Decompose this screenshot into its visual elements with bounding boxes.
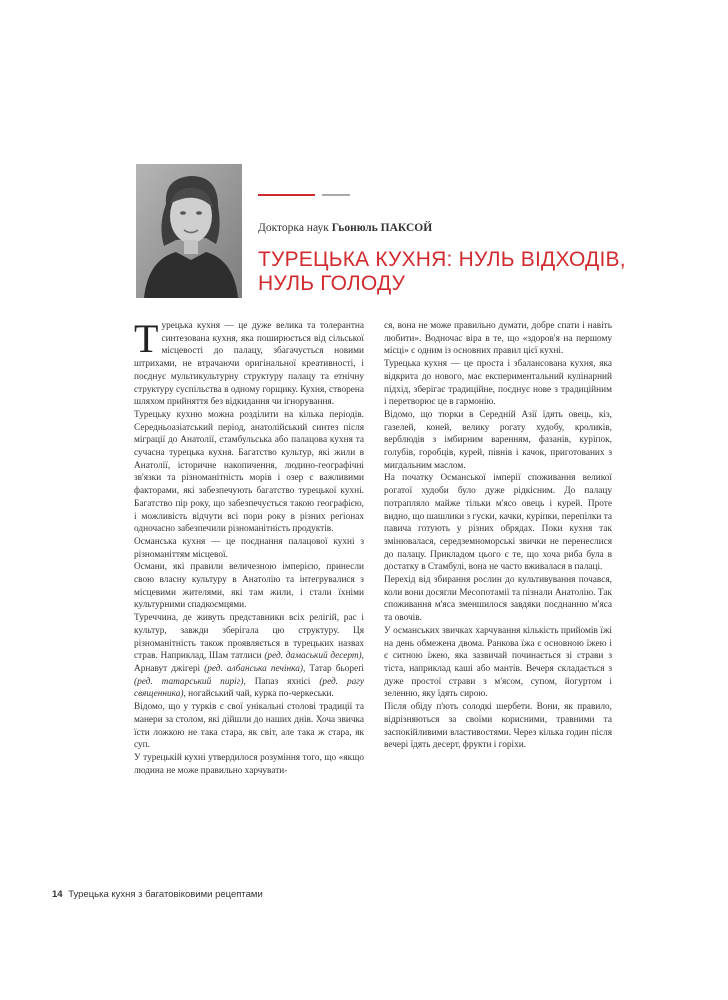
- paragraph: ся, вона не може правильно думати, добре спати і навіть любити». Водночас віра в те, що «здоров'я на першому місці» є одним із основних правил цієї кухні.: [384, 321, 612, 357]
- paragraph: У турецькій кухні утвердилося розуміння того, що «якщо людина не може правильно харчувати-: [134, 752, 364, 776]
- paragraph: Османська кухня — це поєднання палацової кухні з різноманіттям місцевої.: [134, 536, 364, 560]
- paragraph: Турецька кухня — це проста і збалансована кухня, яка відкрита до нового, має експериментальний кулінарний підхід, зберігає традиційне, поєднує нове з традиційним і перетворює це в гармонію.: [384, 359, 612, 408]
- author-prefix: Докторка наук: [258, 222, 329, 234]
- page-number: 14: [52, 889, 63, 900]
- paragraph: [134, 316, 364, 409]
- right-column: [384, 320, 612, 752]
- left-column: [134, 316, 365, 777]
- drop-cap: Т: [134, 316, 159, 361]
- paragraph-text: Туреччина, де живуть представники всіх релігій, рас і культур, завжди зберігала цю структуру. Ця різноманітність також проявляється в турецьких назвах страв. Наприклад, Шам татлиси: [134, 613, 364, 662]
- paragraph: На початку Османської імперії споживання великої рогатої худоби було дуже рідкісним. До палацу потрапляло майже тільки м'ясо овець і курей. Проте видно, що шашлики з гуски, качки, куріпки, перепілки та павича готують у різних обрядах. Поки кухня так змінювалася, середземноморські звички не перенеслися до палацу. Прикладом цього є те, що хоча риба була в достатку в Стамбулі, вона не часто вживалася в палаці.: [384, 473, 612, 573]
- page-footer: [52, 889, 263, 900]
- dish-translation: (ред. татарський пиріг): [134, 676, 244, 687]
- paragraph: Перехід від збирання рослин до культивування почався, коли вони досягли Месопотамії та пізнали Анатолію. Так споживання м'яса зменшилося завдяки поєднанню м'яса та овочів.: [384, 575, 612, 624]
- article-title: [258, 248, 626, 296]
- author-photo: [136, 164, 242, 298]
- title-line-1: ТУРЕЦЬКА КУХНЯ: НУЛЬ ВІДХОДІВ,: [258, 248, 626, 271]
- paragraph-text: , Арнавут джігері: [134, 651, 364, 674]
- accent-rule-red: [258, 194, 315, 196]
- paragraph-text: , Папаз яхнісі: [243, 676, 320, 687]
- title-line-2: НУЛЬ ГОЛОДУ: [258, 272, 406, 295]
- paragraph: Після обіду п'ють солодкі шербети. Вони, як правило, відрізняються за своїми корисними, травними та заспокійливими властивостями. Через кілька годин після вечері їдять десерт, фрукти і горіхи.: [384, 702, 612, 751]
- author-name: Гьонюль ПАКСОЙ: [331, 222, 433, 234]
- paragraph: [134, 612, 364, 701]
- paragraph-text: , ногайський чай, курка по-черкеськи.: [183, 689, 334, 700]
- book-title: Турецька кухня з багатовіковими рецептами: [68, 889, 263, 900]
- paragraph-text: , Татар бьореґі: [303, 663, 364, 674]
- paragraph: Відомо, що у турків є свої унікальні столові традиції та манери за столом, які дійшли до наших днів. Хоча звичка їсти ложкою не така стара, як світ, але така ж стара, як суп.: [134, 702, 364, 751]
- accent-rule-gray: [322, 194, 350, 196]
- author-byline: [258, 222, 432, 234]
- dish-translation: (ред. дамаський десерт): [264, 651, 362, 662]
- paragraph: Османи, які правили величезною імперією, принесли свою власну культуру в Анатолію та інтегрувалися з місцевими жителями, які там жили, і стали їхніми культурними спадкоємцями.: [134, 562, 364, 611]
- paragraph: Турецьку кухню можна розділити на кілька періодів. Середньоазіатський період, анатолійський синтез після міграції до Анатолії, стамбульська або палацова кухня та сучасна турецька кухня. Багатство культур, які жили в Анатолії, історичне накопичення, людино-географічні зв'язки та різноманітність морів і озер є важливими факторами, які забезпечують багатство турецької кухні. Багатство пір року, що забезпечується такою географією, і можливість відчути всі пори року в різних регіонах одночасно забезпечили різноманітність продуктів.: [134, 409, 364, 535]
- author-portrait-image: [136, 164, 242, 298]
- dish-translation: (ред. рагу священника): [134, 676, 365, 700]
- dish-translation: (ред. албанська печінка): [204, 663, 303, 674]
- paragraph-text: урецька кухня — це дуже велика та толерантна синтезована кухня, яка поширюється від сільської місцевості до палацу, збагачується новими штрихами, не втрачаючи оригінальної креативності, і поєднує мультикультурну структуру палацу та етнічну структуру суспільства в одному горщику. Кухня, створена шляхом прийняття без відкидання чи ігнорування.: [134, 321, 364, 408]
- paragraph: Відомо, що тюрки в Середній Азії їдять овець, кіз, газелей, коней, велику рогату худобу, кроликів, верблюдів з імбирним варенням, фазанів, куріпок, голубів, горобців, курей, півнів і качок, приготованих з мигдальним маслом.: [384, 409, 612, 471]
- paragraph: У османських звичках харчування кількість прийомів їжі на день обмежена двома. Ранкова їжа є основною їжею і є ситною їжею, яка зазвичай починається зі страви з тіста, наприклад каші або мантів. Вечеря складається з дуже простої страви з м'ясом, супом, йогуртом і зеленню, яку їдять сирою.: [384, 625, 612, 700]
